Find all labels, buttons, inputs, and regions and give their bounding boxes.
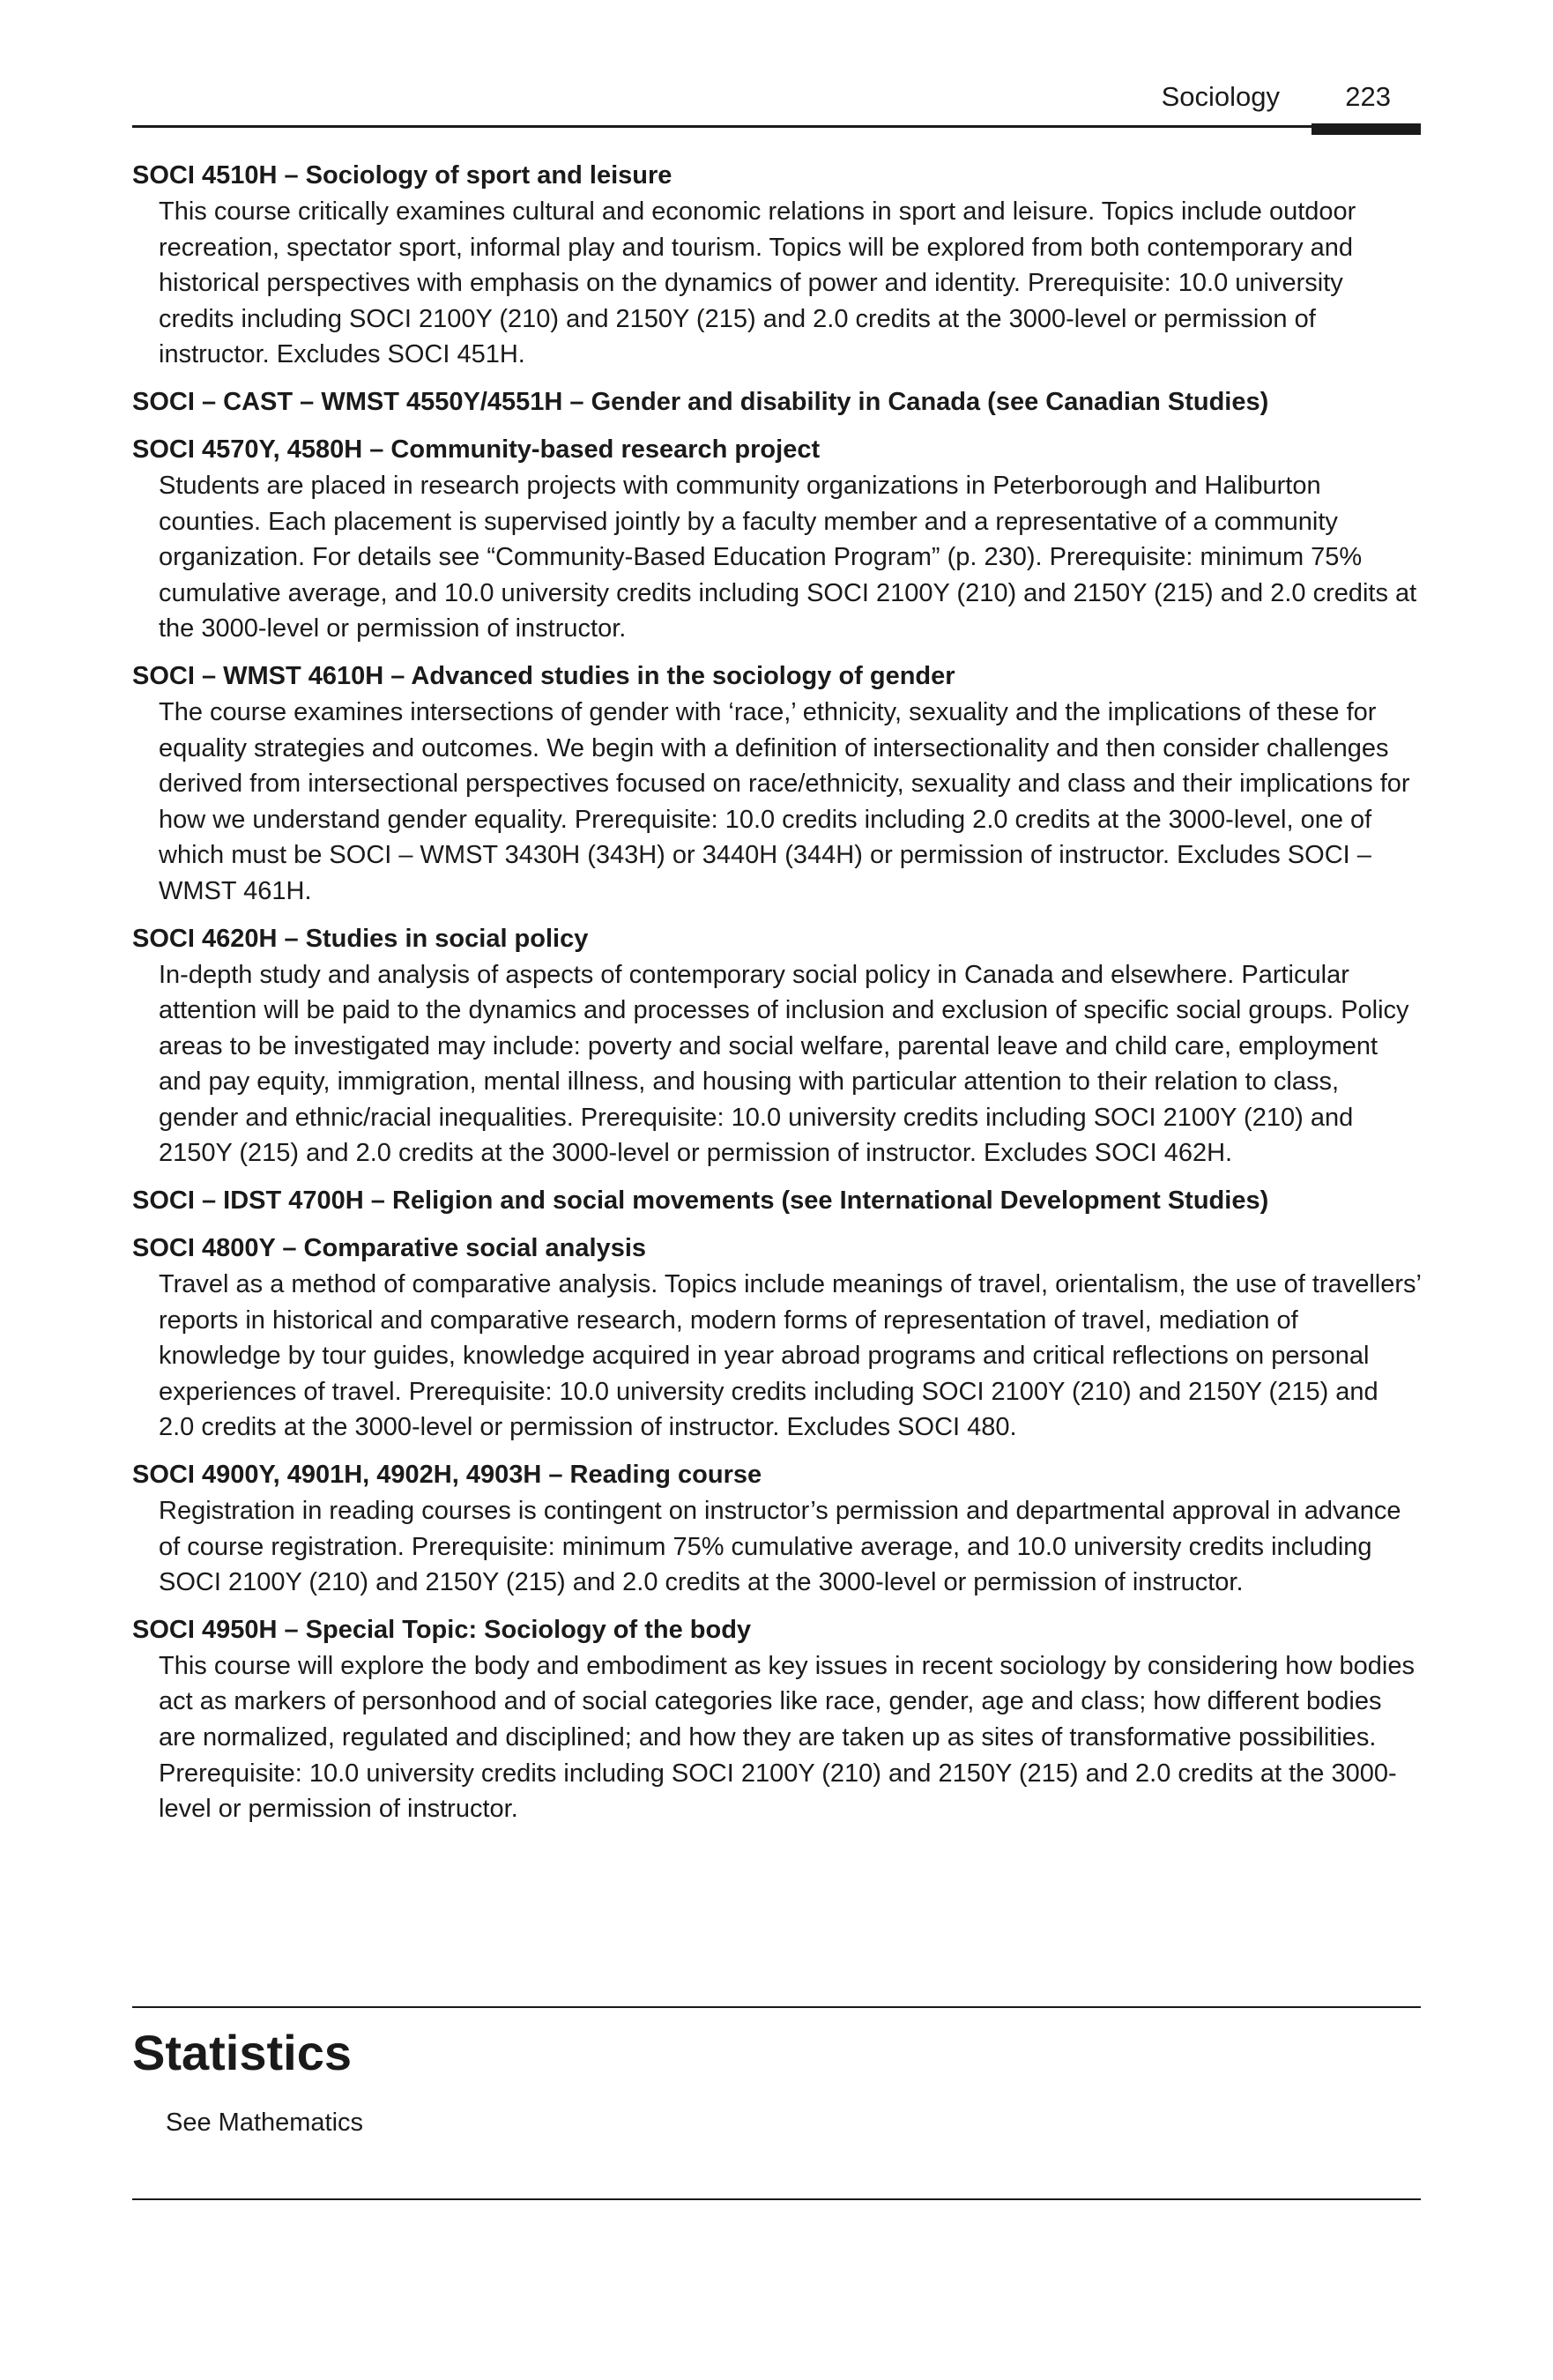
course-description: The course examines intersections of gender with ‘race,’ ethnicity, sexuality and the implications of these for equality strategies and outcomes. We begin with a definition of intersectionality and then consider challenges derived from intersectional perspectives focused on race/ethnicity, sexuality and class and their implications for how we understand gender equality. Prerequisite: 10.0 credits including 2.0 credits at the 3000-level, one of which must be SOCI – WMST 3430H (343H) or 3440H (344H) or permission of instructor. Excludes SOCI – WMST 461H. bbox=[159, 697, 1410, 905]
course-title: SOCI 4620H – Studies in social policy bbox=[132, 924, 589, 953]
running-header-section: Sociology bbox=[1161, 81, 1280, 112]
course-description: This course critically examines cultural and economic relations in sport and leisure. Topics include outdoor recreation, spectator sport, informal play and tourism. Topics will be explored from both contemporary and historical perspectives with emphasis on the dynamics of power and identity. Prerequisite: 10.0 university credits including SOCI 2100Y (210) and 2150Y (215) and 2.0 credits at the 3000-level or permission of instructor. Excludes SOCI 451H. bbox=[159, 197, 1356, 369]
course-entry-soci-4510h bbox=[132, 157, 1421, 373]
course-title: SOCI 4950H – Special Topic: Sociology of the body bbox=[132, 1615, 752, 1644]
page-number: 223 bbox=[1345, 81, 1391, 112]
course-entry-soci-4550y bbox=[132, 383, 1421, 420]
course-entry-soci-4610h bbox=[132, 658, 1421, 910]
course-entry-soci-4950h bbox=[132, 1611, 1421, 1827]
course-title: SOCI – IDST 4700H – Religion and social movements (see International Development Studies) bbox=[132, 1186, 1269, 1216]
course-description: Travel as a method of comparative analysis. Topics include meanings of travel, orientalism, the use of travellers’ reports in historical and comparative research, modern forms of representation of travel, mediation of knowledge by tour guides, knowledge acquired in year abroad programs and critical reflections on personal experiences of travel. Prerequisite: 10.0 university credits including SOCI 2100Y (210) and 2150Y (215) and 2.0 credits at the 3000-level or permission of instructor. Excludes SOCI 480. bbox=[159, 1270, 1421, 1442]
course-entry-soci-4620h bbox=[132, 920, 1421, 1172]
thumb-tab-marker bbox=[1312, 123, 1421, 135]
course-title: SOCI 4570Y, 4580H – Community-based research project bbox=[132, 435, 821, 464]
page-header bbox=[132, 74, 1421, 128]
course-title: SOCI – WMST 4610H – Advanced studies in the sociology of gender bbox=[132, 661, 955, 690]
course-list bbox=[132, 157, 1421, 1838]
course-title: SOCI 4510H – Sociology of sport and leisure bbox=[132, 161, 672, 190]
course-entry-soci-4800y bbox=[132, 1230, 1421, 1446]
course-entry-soci-4570y bbox=[132, 431, 1421, 647]
section-heading: Statistics bbox=[132, 2025, 352, 2080]
course-title: SOCI 4800Y – Comparative social analysis bbox=[132, 1234, 647, 1263]
course-description: Students are placed in research projects with community organizations in Peterborough and Haliburton counties. Each placement is supervised jointly by a faculty member and a representative of a community organization. For details see “Community-Based Education Program” (p. 230). Prerequisite: minimum 75% cumulative average, and 10.0 university credits including SOCI 2100Y (210) and 2150Y (215) and 2.0 credits at the 3000-level or permission of instructor. bbox=[159, 471, 1417, 643]
course-entry-soci-4900y bbox=[132, 1456, 1421, 1601]
course-entry-soci-4700h bbox=[132, 1182, 1421, 1219]
course-title: SOCI 4900Y, 4901H, 4902H, 4903H – Reading course bbox=[132, 1461, 762, 1490]
course-title: SOCI – CAST – WMST 4550Y/4551H – Gender and disability in Canada (see Canadian Studies) bbox=[132, 387, 1269, 416]
course-description: This course will explore the body and embodiment as key issues in recent sociology by considering how bodies act as markers of personhood and of social categories like race, gender, age and class; how different bodies are normalized, regulated and disciplined; and how they are taken up as sites of transformative possibilities. Prerequisite: 10.0 university credits including SOCI 2100Y (210) and 2150Y (215) and 2.0 credits at the 3000-level or permission of instructor. bbox=[159, 1651, 1415, 1824]
course-description: In-depth study and analysis of aspects of contemporary social policy in Canada and elsewhere. Particular attention will be paid to the dynamics and processes of inclusion and exclusion of specific social groups. Policy areas to be investigated may include: poverty and social welfare, parental leave and child care, employment and pay equity, immigration, mental illness, and housing with particular attention to their relation to class, gender and ethnic/racial inequalities. Prerequisite: 10.0 university credits including SOCI 2100Y (210) and 2150Y (215) and 2.0 credits at the 3000-level or permission of instructor. Excludes SOCI 462H. bbox=[159, 960, 1409, 1168]
course-description: Registration in reading courses is contingent on instructor’s permission and departmental approval in advance of course registration. Prerequisite: minimum 75% cumulative average, and 10.0 university credits including SOCI 2100Y (210) and 2150Y (215) and 2.0 credits at the 3000-level or permission of instructor. bbox=[159, 1497, 1401, 1597]
section-divider bbox=[132, 2198, 1421, 2200]
section-cross-reference: See Mathematics bbox=[166, 2109, 364, 2137]
section-divider bbox=[132, 2006, 1421, 2008]
